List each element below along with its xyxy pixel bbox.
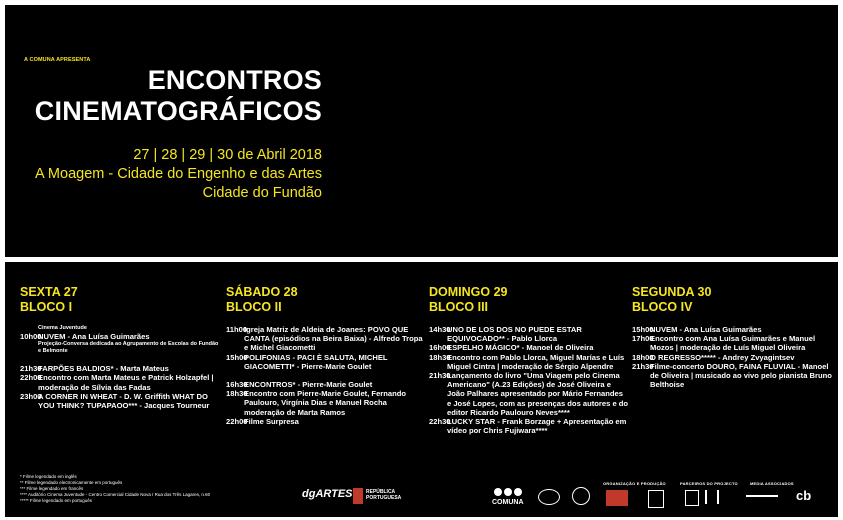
event-time: 11h00 — [226, 325, 248, 334]
comuna-dot-icon — [504, 488, 512, 496]
event-row — [429, 353, 629, 371]
event-row — [429, 371, 629, 417]
footnote: * Filme legendado em inglês — [20, 474, 77, 479]
presenter-label: A COMUNA APRESENTA — [24, 57, 91, 63]
event-row — [632, 362, 832, 390]
day-title: SÁBADO 28 — [226, 285, 298, 299]
event-time: 15h00 — [226, 352, 248, 362]
event-row — [226, 389, 426, 417]
organizer-logo-icon — [606, 490, 628, 506]
pre-venue: Cinema Juventude — [38, 325, 87, 331]
day-title: SEGUNDA 30 — [632, 285, 712, 299]
event-row — [20, 364, 220, 373]
footnote: ***** Filme legendado em português — [20, 498, 93, 503]
event-time: 18h30 — [429, 352, 451, 362]
dgartes-logo: dgARTES — [302, 488, 353, 500]
day-column-4 — [632, 285, 832, 389]
event-row — [20, 392, 220, 410]
footnote: **** Auditório Cinema Juventude - Centro Comercial Cidade Nova I Rua dos Três Lagares, n.60 — [20, 492, 211, 497]
event-desc: UNO DE LOS DOS NO PUEDE ESTAR EQUIVOCADO** - Pablo Llorca — [447, 325, 582, 344]
event-row — [429, 417, 629, 435]
partner-logo-icon — [685, 490, 699, 506]
bloco-title: BLOCO IV — [632, 300, 693, 314]
title-line-1: ENCONTROS — [147, 65, 322, 95]
event-time: 22h00 — [20, 373, 42, 383]
title-line-2: CINEMATOGRÁFICOS — [34, 96, 322, 126]
footnote: ** Filme legendado electronicamente em português — [20, 480, 123, 485]
event-desc: Filme-concerto DOURO, FAINA FLUVIAL - Manoel de Oliveira | musicado ao vivo pelo pianista Bruno Belthoise — [650, 361, 832, 390]
event-row — [632, 325, 832, 334]
event-note: Projeção-Conversa dedicada ao Agrupamento de Escolas do Fundão e Belmonte — [38, 341, 219, 355]
day-column-3 — [429, 285, 629, 435]
event-desc: Filme Surpresa — [244, 416, 299, 426]
event-city: Cidade do Fundão — [202, 185, 322, 201]
event-desc: LUCKY STAR - Frank Borzage + Apresentação em vídeo por Chris Fujiwara**** — [447, 417, 627, 436]
event-time: 14h30 — [429, 325, 451, 334]
day-title: SEXTA 27 — [20, 285, 78, 299]
republica-logo: REPÚBLICA PORTUGUESA — [366, 489, 402, 501]
event-time: 21h30 — [20, 364, 42, 374]
event-time: 15h00 — [632, 325, 654, 334]
header-panel — [5, 5, 838, 257]
event-desc: POLIFONIAS - PACI È SALUTA, MICHEL GIACOMETTI* - Pierre-Marie Goulet — [244, 352, 388, 371]
media-heading: MEDIA ASSOCIADOS — [750, 481, 794, 486]
republica-flag-icon — [353, 488, 363, 504]
comuna-logo: COMUNA — [492, 499, 524, 506]
comuna-dot-icon — [494, 488, 502, 496]
event-time: 16h30 — [226, 380, 248, 390]
event-row — [632, 334, 832, 352]
media-logo-icon — [746, 495, 778, 501]
event-desc: Encontro com Pierre-Marie Goulet, Fernando Paulouro, Virgínia Dias e Manuel Rocha moderação de Marta Ramos — [244, 389, 407, 417]
partner-seal-icon — [572, 487, 590, 505]
event-time: 22h00 — [226, 416, 248, 426]
event-row — [20, 373, 220, 391]
event-desc: O REGRESSO***** - Andrey Zvyagintsev — [650, 352, 795, 362]
event-desc: Encontro com Marta Mateus e Patrick Holzapfel | moderação de Sílvia das Fadas — [38, 373, 214, 392]
day-title: DOMINGO 29 — [429, 285, 508, 299]
event-time: 10h00 — [20, 332, 42, 341]
event-desc: Encontro com Pablo Llorca, Miguel Marías e Luís Miguel Cintra | moderação de Sérgio Alpendre — [447, 352, 625, 371]
event-desc: NUVEM - Ana Luísa Guimarães — [650, 325, 762, 334]
event-desc: NUVEM - Ana Luísa Guimarães — [38, 332, 150, 341]
footnotes — [20, 474, 210, 504]
event-row — [226, 353, 426, 371]
event-dates: 27 | 28 | 29 | 30 de Abril 2018 — [133, 147, 322, 163]
partner-logo-icon — [705, 490, 719, 504]
event-desc: Igreja Matriz de Aldeia de Joanes: POVO QUE CANTA (episódios na Beira Baixa) - Alfredo Tropa e Michel Giacometti — [244, 325, 423, 353]
cb-logo: cb — [796, 488, 812, 503]
event-desc: ESPELHO MÁGICO* - Manoel de Oliveira — [447, 343, 594, 353]
day-column-1 — [20, 285, 220, 410]
event-desc: ENCONTROS* - Pierre-Marie Goulet — [244, 380, 373, 390]
comuna-dot-icon — [514, 488, 522, 496]
event-row — [632, 353, 832, 362]
day-column-2 — [226, 285, 426, 426]
event-time: 22h30 — [429, 417, 451, 427]
event-row — [226, 325, 426, 353]
municipio-crest-icon — [648, 490, 664, 508]
parceiros-heading: PARCEIROS DO PROJECTO — [680, 481, 738, 486]
event-row — [429, 325, 629, 343]
event-row — [20, 332, 220, 341]
footnote: *** Filme legendado em francês — [20, 486, 84, 491]
organizacao-heading: ORGANIZAÇÃO E PRODUÇÃO — [603, 481, 666, 486]
bloco-title: BLOCO I — [20, 300, 73, 314]
event-desc: Lançamento do livro "Uma Viagem pelo Cinema Americano" (A.23 Edições) de José Oliveira e João Palhares apresentado por Mário Fernandes e José Lopes, com as presenças dos autores e do editor Ricardo Paulouro Neves**** — [447, 371, 629, 417]
event-row — [429, 343, 629, 352]
event-time: 18h30 — [226, 389, 248, 399]
event-time: 21h30 — [632, 361, 654, 371]
event-venue: A Moagem - Cidade do Engenho e das Artes — [35, 166, 322, 182]
event-desc: FARPÕES BALDIOS* - Marta Mateus — [38, 364, 169, 374]
event-time: 17h00 — [632, 334, 654, 344]
event-time: 16h00 — [429, 343, 451, 353]
event-desc: Encontro com Ana Luísa Guimarães e Manuel Mozos | moderação de Luís Miguel Oliveira — [650, 334, 816, 353]
bloco-title: BLOCO III — [429, 300, 489, 314]
event-time: 21h30 — [429, 371, 451, 381]
event-row — [226, 417, 426, 426]
event-row — [226, 380, 426, 389]
event-desc: A CORNER IN WHEAT - D. W. Griffith WHAT DO YOU THINK? TUPAPAOO*** - Jacques Tourneur — [38, 391, 210, 411]
ica-logo-icon — [538, 489, 560, 505]
bloco-title: BLOCO II — [226, 300, 282, 314]
event-time: 23h00 — [20, 391, 42, 401]
event-time: 18h00 — [632, 352, 654, 362]
